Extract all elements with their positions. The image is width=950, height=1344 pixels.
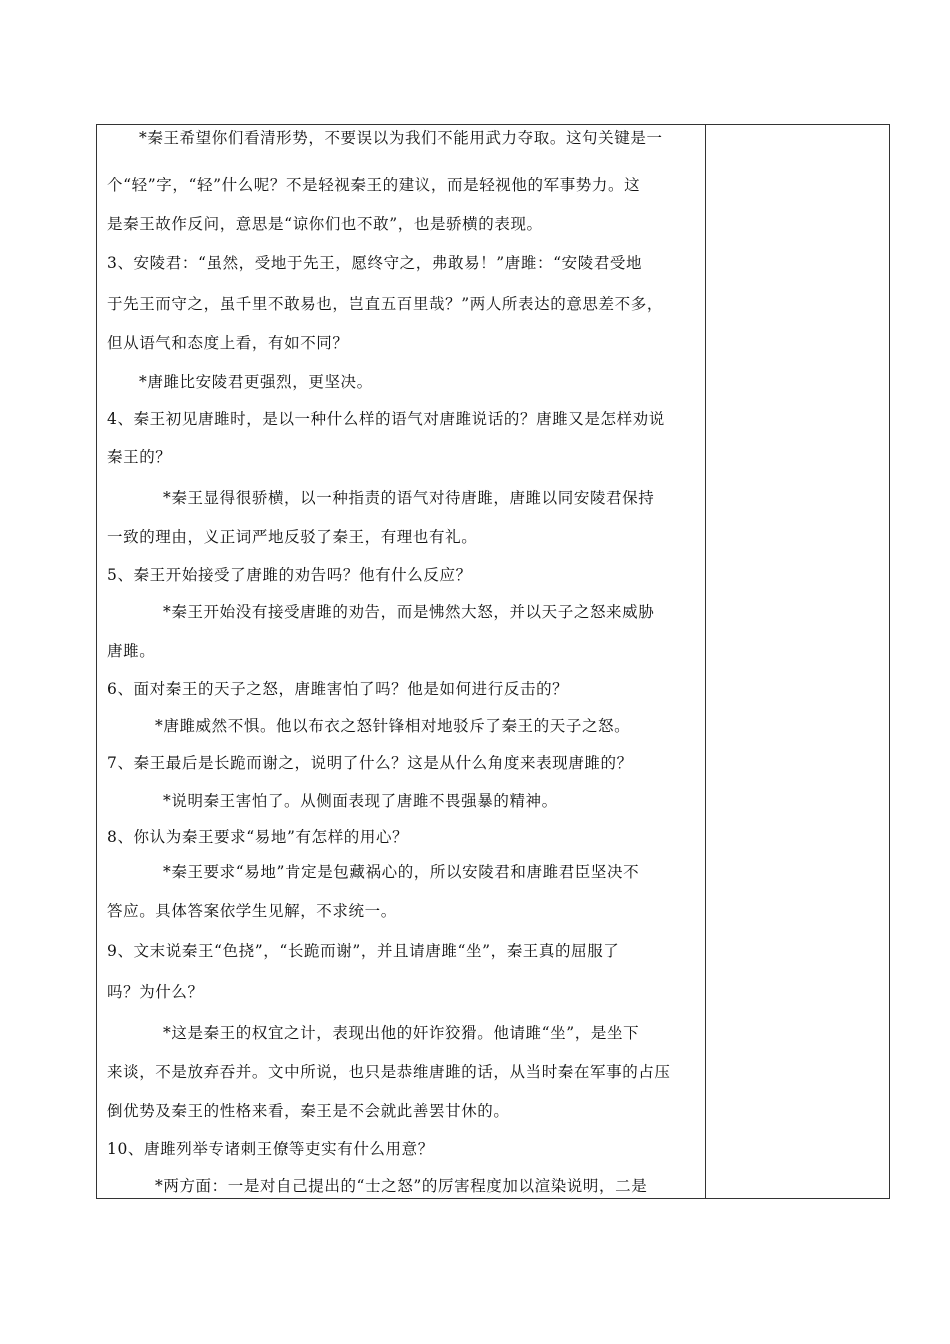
text-line: *这是秦王的权宜之计，表现出他的奸诈狡猾。他请雎“坐”，是坐下 <box>163 1024 640 1042</box>
text-line: 来谈，不是放弃吞并。文中所说，也只是恭维唐雎的话，从当时秦在军事的占压 <box>107 1063 671 1081</box>
text-line: 但从语气和态度上看，有如不同？ <box>107 334 349 352</box>
text-line: 答应。具体答案依学生见解，不求统一。 <box>107 902 397 920</box>
text-line: *秦王显得很骄横，以一种指责的语气对待唐雎，唐雎以同安陵君保持 <box>163 489 655 507</box>
text-line: 个“轻”字，“轻”什么呢？不是轻视秦王的建议，而是轻视他的军事势力。这 <box>107 176 641 194</box>
text-line: *唐雎威然不惧。他以布衣之怒针锋相对地驳斥了秦王的天子之怒。 <box>155 717 631 735</box>
text-line: *秦王开始没有接受唐雎的劝告，而是怫然大怒，并以天子之怒来威胁 <box>163 603 655 621</box>
text-line: 吗？为什么？ <box>107 983 204 1001</box>
text-line: *秦王希望你们看清形势，不要误以为我们不能用武力夺取。这句关键是一 <box>139 129 663 147</box>
text-line: 9、文末说秦王“色挠”，“长跪而谢”，并且请唐雎“坐”，秦王真的屈服了 <box>107 942 620 960</box>
text-line: *秦王要求“易地”肯定是包藏祸心的，所以安陵君和唐雎君臣坚决不 <box>163 863 640 881</box>
text-line: 倒优势及秦王的性格来看，秦王是不会就此善罢甘休的。 <box>107 1102 510 1120</box>
text-line: 秦王的？ <box>107 448 172 466</box>
text-line: *唐雎比安陵君更强烈，更坚决。 <box>139 373 373 391</box>
text-line: 8、你认为秦王要求“易地”有怎样的用心？ <box>107 828 409 846</box>
text-line: 3、安陵君：“虽然，受地于先王，愿终守之，弗敢易！”唐雎：“安陵君受地 <box>107 254 643 272</box>
text-line: 唐雎。 <box>107 642 156 660</box>
text-line: 6、面对秦王的天子之怒，唐雎害怕了吗？他是如何进行反击的？ <box>107 680 569 698</box>
text-line: 10、唐雎列举专诸刺王僚等吏实有什么用意？ <box>107 1140 434 1158</box>
text-line: 于先王而守之，虽千里不敢易也，岂直五百里哉？”两人所表达的意思差不多， <box>107 295 663 313</box>
document-table <box>96 124 890 1199</box>
text-line: 7、秦王最后是长跪而谢之，说明了什么？这是从什么角度来表现唐雎的？ <box>107 754 633 772</box>
notes-cell <box>706 125 889 1198</box>
text-line: 一致的理由，义正词严地反驳了秦王，有理也有礼。 <box>107 528 478 546</box>
text-line: *说明秦王害怕了。从侧面表现了唐雎不畏强暴的精神。 <box>163 792 558 810</box>
text-line: *两方面：一是对自己提出的“士之怒”的厉害程度加以渲染说明，二是 <box>155 1177 648 1195</box>
main-content-cell <box>97 125 705 1198</box>
text-line: 5、秦王开始接受了唐雎的劝告吗？他有什么反应？ <box>107 566 472 584</box>
text-line: 4、秦王初见唐雎时，是以一种什么样的语气对唐雎说话的？唐雎又是怎样劝说 <box>107 410 665 428</box>
text-line: 是秦王故作反问，意思是“谅你们也不敢”，也是骄横的表现。 <box>107 215 543 233</box>
